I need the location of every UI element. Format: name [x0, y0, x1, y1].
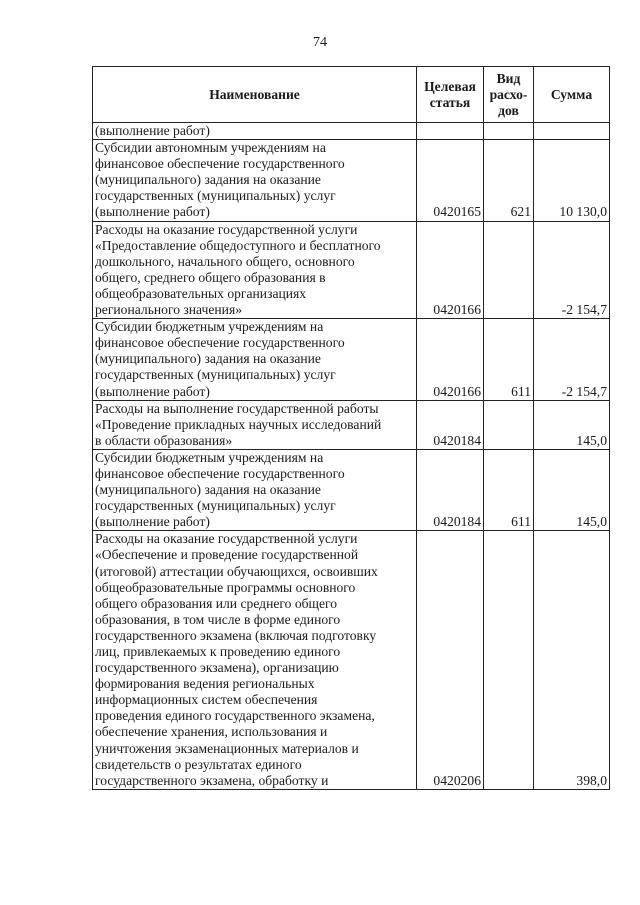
cell-expense-type	[484, 531, 534, 790]
cell-name-line: общего, среднего общего образования в	[95, 269, 326, 285]
cell-expense-type	[484, 123, 534, 140]
cell-name-line: Субсидии бюджетным учреждениям на	[95, 449, 324, 465]
table-row	[93, 319, 610, 400]
cell-sum: -2 154,7	[534, 221, 610, 319]
cell-name-line: Расходы на выполнение государственной работы	[95, 400, 379, 416]
cell-name-line: государственных (муниципальных) услуг	[95, 367, 336, 383]
cell-name-line: «Предоставление общедоступного и бесплатного	[95, 237, 381, 253]
cell-sum: -2 154,7	[534, 319, 610, 400]
cell-name-line: образования, в том числе в форме единого	[95, 611, 341, 627]
cell-target-article: 0420184	[417, 400, 484, 449]
header-expense-type	[484, 67, 534, 123]
cell-expense-type	[484, 221, 534, 319]
cell-name-line: (итоговой) аттестации обучающихся, освоивших	[95, 563, 378, 579]
cell-target-article: 0420206	[417, 531, 484, 790]
cell-name-line: общеобразовательные программы основного	[95, 579, 356, 595]
cell-name	[93, 449, 417, 530]
cell-target-article: 0420166	[417, 221, 484, 319]
header-sum	[534, 67, 610, 123]
table-row	[93, 221, 610, 319]
cell-name-line: формирования ведения региональных	[95, 676, 315, 692]
cell-name	[93, 123, 417, 140]
cell-name-line: государственных (муниципальных) услуг	[95, 188, 336, 204]
cell-name-line: государственного экзамена), организацию	[95, 660, 339, 676]
cell-target-article: 0420184	[417, 449, 484, 530]
cell-name-line: финансовое обеспечение государственного	[95, 156, 345, 172]
cell-name-line: «Обеспечение и проведение государственной	[95, 547, 359, 563]
cell-sum	[534, 123, 610, 140]
page-number: 74	[313, 35, 327, 50]
cell-name-line: (муниципального) задания на оказание	[95, 351, 321, 367]
cell-expense-type: 621	[484, 140, 534, 221]
cell-name	[93, 400, 417, 449]
cell-name-line: государственного экзамена (включая подготовку	[95, 627, 377, 643]
cell-name-line: регионального значения»	[95, 302, 242, 318]
table-header-row	[93, 67, 610, 123]
header-sum-label: Сумма	[550, 86, 593, 102]
table-row	[93, 140, 610, 221]
table-row	[93, 400, 610, 449]
table-row	[93, 123, 610, 140]
table-body	[93, 123, 610, 790]
cell-name-line: проведения единого государственного экзамена,	[95, 708, 375, 724]
cell-expense-type	[484, 400, 534, 449]
cell-name	[93, 531, 417, 790]
cell-name-line: государственных (муниципальных) услуг	[95, 498, 336, 514]
header-target-line2: статья	[429, 94, 471, 110]
cell-name-line: государственного экзамена, обработку и	[95, 772, 329, 788]
cell-sum: 398,0	[534, 531, 610, 790]
cell-name-line: (выполнение работ)	[95, 123, 210, 138]
cell-name-line: лиц, привлекаемых к проведению единого	[95, 644, 341, 659]
cell-name-line: Расходы на оказание государственной услуги	[95, 531, 358, 547]
cell-expense-type: 611	[484, 449, 534, 530]
cell-sum: 145,0	[534, 400, 610, 449]
cell-name-line: общеобразовательных организациях	[95, 285, 307, 301]
cell-name-line: Расходы на оказание государственной услуги	[95, 221, 358, 237]
cell-name-line: (выполнение работ)	[95, 514, 210, 530]
cell-name-line: общего образования или среднего общего	[95, 595, 338, 611]
table-row	[93, 449, 610, 530]
cell-name-line: обеспечение хранения, использования и	[95, 724, 328, 740]
header-target-line1: Целевая	[424, 78, 476, 94]
cell-name-line: дошкольного, начального общего, основного	[95, 253, 355, 269]
header-type-line3: дов	[498, 102, 519, 118]
cell-name-line: финансовое обеспечение государственного	[95, 335, 345, 351]
cell-target-article: 0420166	[417, 319, 484, 400]
budget-table	[92, 66, 610, 790]
cell-expense-type: 611	[484, 319, 534, 400]
cell-name-line: Субсидии автономным учреждениям на	[95, 140, 326, 156]
header-name-label: Наименование	[209, 86, 300, 102]
header-type-line1: Вид	[496, 70, 521, 86]
header-target-article	[417, 67, 484, 123]
header-name	[93, 67, 417, 123]
cell-name-line: уничтожения экзаменационных материалов и	[95, 740, 359, 756]
cell-name-line: (муниципального) задания на оказание	[95, 482, 321, 498]
cell-name-line: в области образования»	[95, 432, 233, 448]
header-type-line2: расхо-	[489, 86, 528, 102]
cell-name	[93, 140, 417, 221]
cell-name-line: финансовое обеспечение государственного	[95, 465, 345, 481]
cell-target-article	[417, 123, 484, 140]
cell-name-line: свидетельств о результатах единого	[95, 756, 302, 772]
cell-sum: 10 130,0	[534, 140, 610, 221]
cell-name	[93, 319, 417, 400]
cell-name	[93, 221, 417, 319]
cell-name-line: (выполнение работ)	[95, 204, 210, 220]
cell-name-line: «Проведение прикладных научных исследований	[95, 416, 382, 432]
cell-name-line: (муниципального) задания на оказание	[95, 172, 321, 188]
cell-name-line: информационных систем обеспечения	[95, 692, 318, 708]
table-row	[93, 531, 610, 790]
cell-name-line: (выполнение работ)	[95, 383, 210, 399]
cell-target-article: 0420165	[417, 140, 484, 221]
cell-sum: 145,0	[534, 449, 610, 530]
cell-name-line: Субсидии бюджетным учреждениям на	[95, 319, 324, 335]
